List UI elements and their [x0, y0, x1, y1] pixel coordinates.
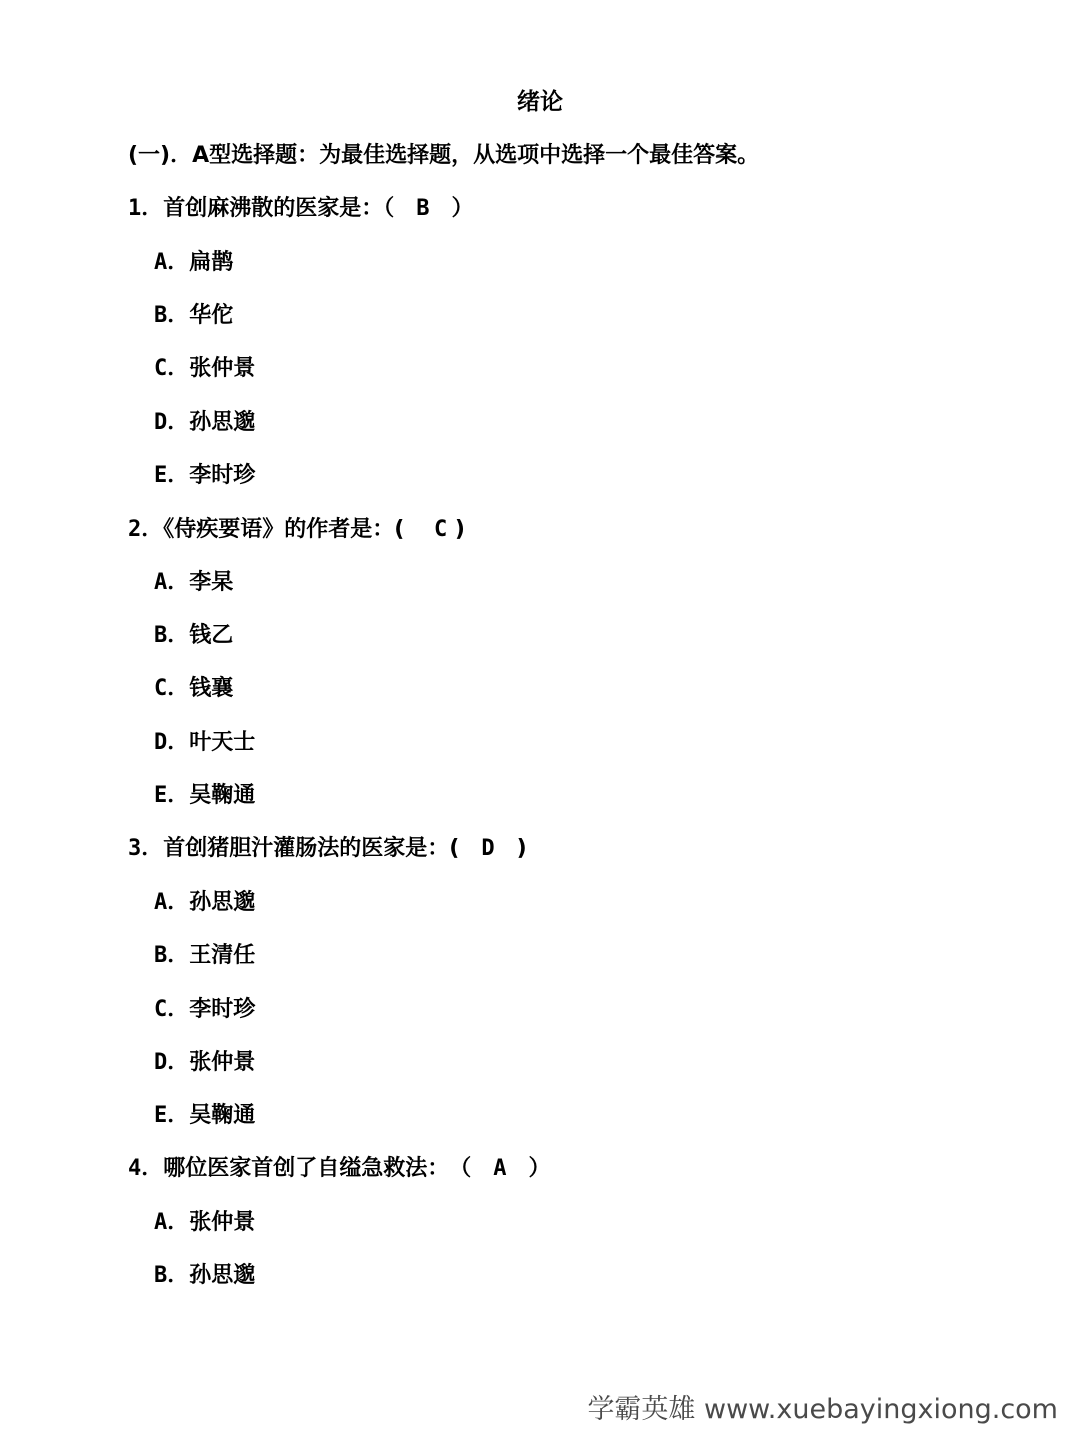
option-text: 王清任: [189, 943, 256, 968]
option-letter: E．: [154, 463, 190, 488]
option-text: 李时珍: [189, 997, 256, 1022]
option-letter: D．: [154, 730, 190, 755]
option-item: [154, 1045, 255, 1081]
answer-value: C: [433, 517, 448, 542]
answer-bracket-close: ): [494, 836, 527, 861]
option-item: [154, 725, 255, 761]
option-item: [154, 1258, 255, 1294]
option-text: 孙思邈: [189, 1263, 256, 1288]
option-letter: A．: [154, 1210, 190, 1235]
page-title: 绪论: [517, 89, 563, 115]
option-text: 钱乙: [189, 623, 234, 648]
answer-value: B: [416, 196, 430, 221]
option-text: 扁鹊: [189, 250, 234, 275]
option-text: 吴鞠通: [189, 1103, 256, 1128]
option-item: [154, 1098, 255, 1134]
option-item: [154, 992, 255, 1028]
option-item: [154, 405, 255, 441]
answer-bracket-open: （: [383, 196, 417, 221]
option-item: [154, 885, 255, 921]
site-watermark: 学霸英雄 www.xuebayingxiong.com: [587, 1394, 1058, 1425]
option-letter: B．: [154, 943, 190, 968]
option-text: 李杲: [189, 570, 234, 595]
question-3: [128, 831, 527, 867]
option-item: [154, 245, 233, 281]
option-letter: D．: [154, 410, 190, 435]
option-item: [154, 1205, 255, 1241]
option-letter: A．: [154, 570, 190, 595]
option-text: 钱襄: [189, 676, 234, 701]
question-stem: 《侍疾要语》的作者是：: [163, 517, 395, 542]
option-item: [154, 298, 233, 334]
answer-bracket-open: (: [449, 836, 482, 861]
question-number: 1．: [128, 196, 164, 221]
option-letter: B．: [154, 303, 190, 328]
answer-value: A: [493, 1156, 507, 1181]
option-letter: B．: [154, 1263, 190, 1288]
question-4: [128, 1151, 551, 1187]
option-text: 孙思邈: [189, 890, 256, 915]
question-2: [128, 512, 465, 548]
option-text: 张仲景: [189, 1210, 256, 1235]
option-letter: C．: [154, 676, 190, 701]
option-letter: E．: [154, 783, 190, 808]
option-letter: C．: [154, 997, 190, 1022]
answer-bracket-close: ）: [429, 196, 474, 221]
option-text: 张仲景: [189, 356, 256, 381]
question-stem: 首创麻沸散的医家是：: [163, 196, 384, 221]
question-number: 2．: [128, 517, 164, 542]
option-item: [154, 458, 255, 494]
option-text: 吴鞠通: [189, 783, 256, 808]
option-letter: A．: [154, 250, 190, 275]
question-number: 3．: [128, 836, 164, 861]
answer-bracket-close: ）: [506, 1156, 551, 1181]
option-text: 华佗: [189, 303, 234, 328]
option-text: 张仲景: [189, 1050, 256, 1075]
question-1: [128, 191, 474, 227]
answer-value: D: [481, 836, 495, 861]
option-item: [154, 351, 255, 387]
option-letter: A．: [154, 890, 190, 915]
option-item: [154, 618, 233, 654]
option-item: [154, 938, 255, 974]
answer-bracket-close: ): [447, 517, 465, 542]
option-letter: B．: [154, 623, 190, 648]
option-text: 李时珍: [189, 463, 256, 488]
question-stem: 哪位医家首创了自缢急救法：: [163, 1156, 439, 1181]
option-text: 叶天士: [189, 730, 256, 755]
option-letter: C．: [154, 356, 190, 381]
option-letter: D．: [154, 1050, 190, 1075]
option-item: [154, 671, 233, 707]
question-stem: 首创猪胆汁灌肠法的医家是：: [163, 836, 450, 861]
answer-bracket-open: （: [438, 1156, 494, 1181]
option-item: [154, 565, 233, 601]
question-number: 4．: [128, 1156, 164, 1181]
option-item: [154, 778, 255, 814]
answer-bracket-open: (: [394, 517, 434, 542]
option-text: 孙思邈: [189, 410, 256, 435]
option-letter: E．: [154, 1103, 190, 1128]
section-intro: (一)．A型选择题：为最佳选择题，从选项中选择一个最佳答案。: [128, 143, 760, 168]
